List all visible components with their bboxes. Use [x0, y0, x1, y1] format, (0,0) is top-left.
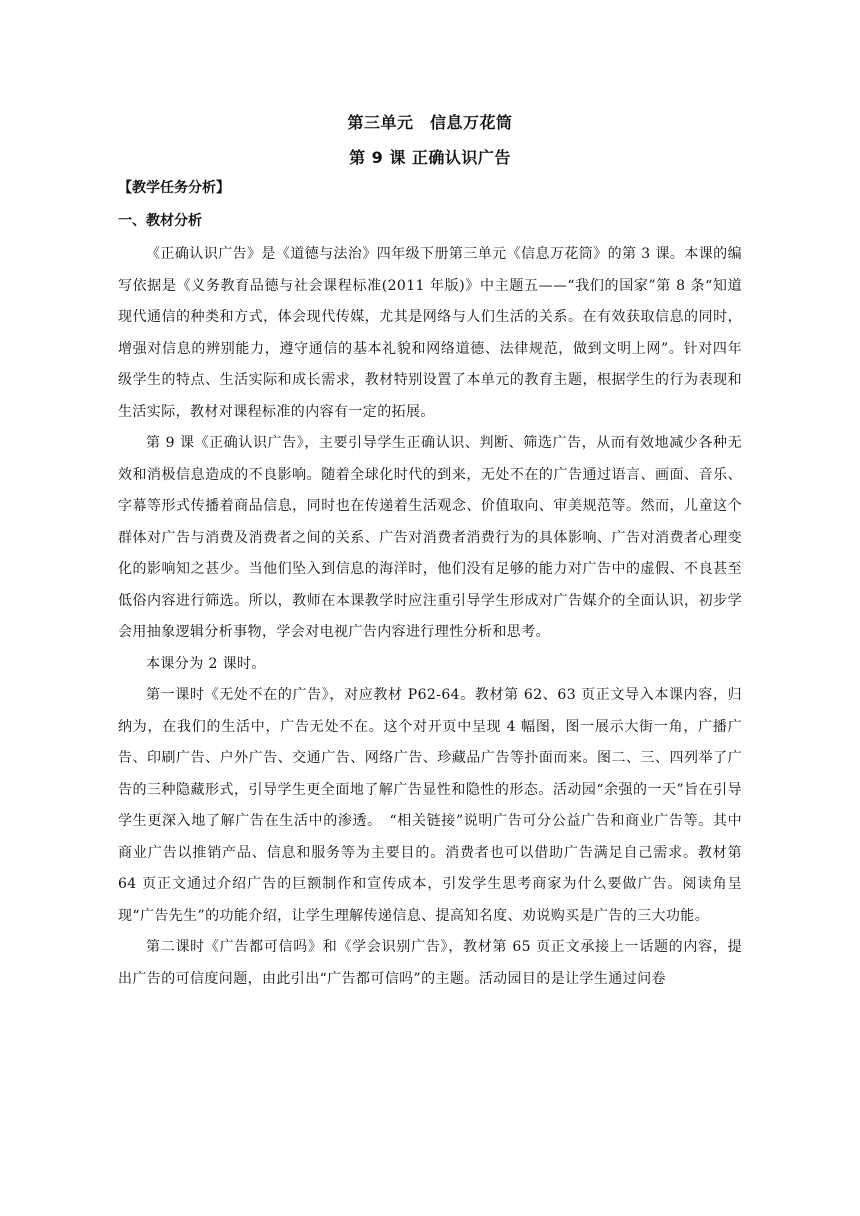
subsection-heading: 一、教材分析 [118, 213, 202, 229]
body-text [118, 239, 742, 995]
lesson-title: 第 9 课 正确认识广告 [349, 148, 511, 167]
paragraph-second-class: 第二课时《广告都可信吗》和《学会识别广告》，教材第 65 页正文承接上一话题的内容，提出广告的可信度问题，由此引出“广告都可信吗”的主题。活动园目的是让学生通过问卷 [118, 939, 742, 987]
paragraph-class-hours: 本课分为 2 课时。 [146, 655, 266, 672]
paragraph-lesson-focus: 第 9 课《正确认识广告》，主要引导学生正确认识、判断、筛选广告，从而有效地减少各种无效和消极信息造成的不良影响。随着全球化时代的到来，无处不在的广告通过语言、画面、音乐、字幕等形式传播着商品信息，同时也在传递着生活观念、价值取向、审美规范等。然而，儿童这个群体对广告与消费及消费者之间的关系、广告对消费者消费行为的具体影响、广告对消费者心理变化的影响知之甚少。当他们坠入到信息的海洋时，他们没有足够的能力对广告中的虚假、不良甚至低俗内容进行筛选。所以，教师在本课教学时应注重引导学生形成对广告媒介的全面认识，初步学会用抽象逻辑分析事物，学会对电视广告内容进行理性分析和思考。 [118, 435, 742, 640]
paragraph-first-class: 第一课时《无处不在的广告》，对应教材 P62-64。教材第 62、63 页正文导入本课内容，归纳为，在我们的生活中，广告无处不在。这个对开页中呈现 4 幅图，图一展示大街一角，广播广告、印刷广告、户外广告、交通广告、网络广告、珍藏品广告等扑面而来。图二、三、四列举了广告的三种隐藏形式，引导学生更全面地了解广告显性和隐性的形态。活动园“余强的一天”旨在引导学生更深入地了解广告在生活中的渗透。 “相关链接”说明广告可分公益广告和商业广告等。其中商业广告以推销产品、信息和服务等为主要目的。消费者也可以借助广告满足自己需求。教材第 64 页正文通过介绍广告的巨额制作和宣传成本，引发学生思考商家为什么要做广告。阅读角呈现“广告先生”的功能介绍，让学生理解传递信息、提高知名度、劝说购买是广告的三大功能。 [118, 687, 742, 924]
section-heading: 【教学任务分析】 [118, 180, 230, 196]
paragraph-intro: 《正确认识广告》是《道德与法治》四年级下册第三单元《信息万花筒》的第 3 课。本课的编写依据是《义务教育品德与社会课程标准(2011 年版)》中主题五——“我们的国家”第 8 条“知道现代通信的种类和方式，体会现代传媒，尤其是网络与人们生活的关系。在有效获取信息的同时，增强对信息的辨别能力，遵守通信的基本礼貌和网络道德、法律规范，做到文明上网”。针对四年级学生的特点、生活实际和成长需求，教材特别设置了本单元的教育主题，根据学生的行为表现和生活实际，教材对课程标准的内容有一定的拓展。 [118, 246, 742, 420]
unit-title: 第三单元 信息万花筒 [347, 113, 513, 132]
